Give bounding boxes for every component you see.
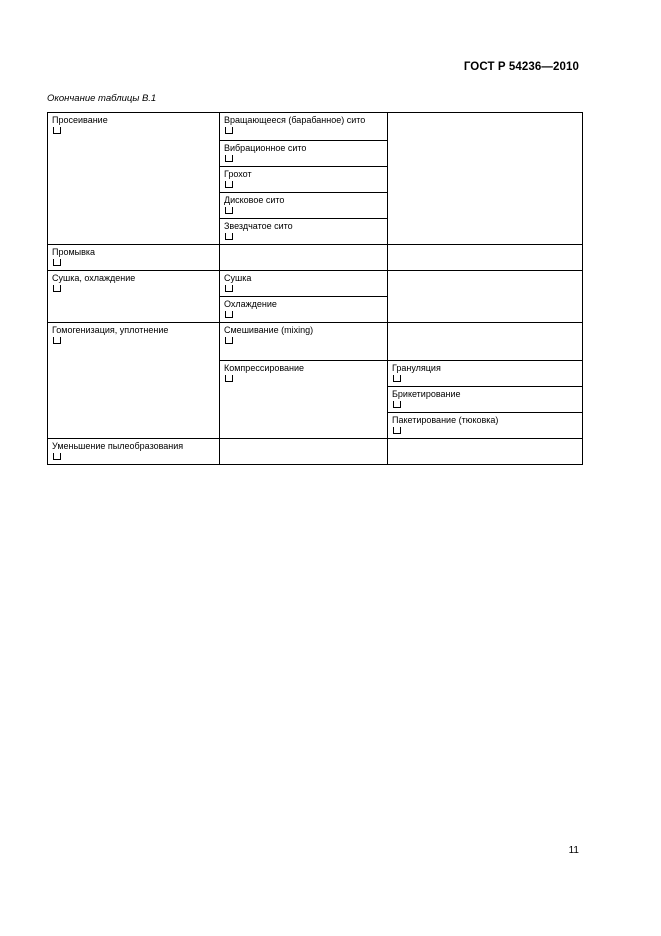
table-cell bbox=[220, 141, 388, 167]
table-cell bbox=[388, 271, 583, 323]
process-label: Смешивание (mixing) bbox=[224, 325, 314, 335]
page-number: 11 bbox=[568, 845, 579, 856]
process-group-label: Уменьшение пылеобразования bbox=[52, 441, 184, 451]
process-group-label: Промывка bbox=[52, 247, 96, 257]
process-label: Компрессирование bbox=[224, 363, 305, 373]
table-cell bbox=[220, 439, 388, 465]
table-cell bbox=[388, 439, 583, 465]
sub-process-label: Брикетирование bbox=[392, 389, 461, 399]
process-label: Грохот bbox=[224, 169, 252, 179]
table-row bbox=[48, 271, 583, 297]
process-label: Дисковое сито bbox=[224, 195, 285, 205]
process-label: Вибрационное сито bbox=[224, 143, 307, 153]
table-cell bbox=[220, 271, 388, 297]
process-symbol-icon bbox=[393, 427, 401, 434]
process-symbol-icon bbox=[225, 285, 233, 292]
process-symbol-icon bbox=[225, 375, 233, 382]
table-cell bbox=[388, 387, 583, 413]
table-row bbox=[48, 113, 583, 141]
sub-process-label: Грануляция bbox=[392, 363, 441, 373]
table-cell bbox=[220, 297, 388, 323]
table-row bbox=[48, 323, 583, 361]
process-table bbox=[47, 112, 583, 465]
process-symbol-icon bbox=[53, 285, 61, 292]
process-symbol-icon bbox=[225, 311, 233, 318]
table-cell bbox=[388, 113, 583, 245]
sub-process-label: Пакетирование (тюковка) bbox=[392, 415, 499, 425]
table-cell bbox=[388, 413, 583, 439]
document-header: ГОСТ Р 54236—2010 bbox=[463, 61, 579, 73]
table-cell bbox=[220, 113, 388, 141]
process-label: Сушка bbox=[224, 273, 252, 283]
table-row bbox=[48, 245, 583, 271]
table-cell bbox=[48, 323, 220, 439]
table-cell bbox=[220, 361, 388, 439]
table-cell bbox=[220, 245, 388, 271]
table-caption: Окончание таблицы В.1 bbox=[47, 93, 157, 104]
table-cell bbox=[48, 113, 220, 245]
process-symbol-icon bbox=[225, 337, 233, 344]
process-symbol-icon bbox=[225, 181, 233, 188]
process-symbol-icon bbox=[53, 127, 61, 134]
table-cell bbox=[220, 323, 388, 361]
process-symbol-icon bbox=[53, 259, 61, 266]
table-cell bbox=[48, 245, 220, 271]
table-cell bbox=[48, 439, 220, 465]
process-symbol-icon bbox=[225, 155, 233, 162]
process-group-label: Гомогенизация, уплотнение bbox=[52, 325, 169, 335]
process-label: Охлаждение bbox=[224, 299, 277, 309]
process-symbol-icon bbox=[225, 233, 233, 240]
process-symbol-icon bbox=[393, 401, 401, 408]
process-symbol-icon bbox=[225, 127, 233, 134]
table-row bbox=[48, 439, 583, 465]
table-cell bbox=[388, 245, 583, 271]
process-symbol-icon bbox=[225, 207, 233, 214]
process-group-label: Сушка, охлаждение bbox=[52, 273, 136, 283]
process-group-label: Просеивание bbox=[52, 115, 108, 125]
table-cell bbox=[388, 361, 583, 387]
table-cell bbox=[220, 219, 388, 245]
table-cell bbox=[220, 167, 388, 193]
process-symbol-icon bbox=[53, 337, 61, 344]
process-label: Вращающееся (барабанное) сито bbox=[224, 115, 366, 125]
process-symbol-icon bbox=[53, 453, 61, 460]
table-cell bbox=[48, 271, 220, 323]
table-cell bbox=[388, 323, 583, 361]
process-label: Звездчатое сито bbox=[224, 221, 293, 231]
process-symbol-icon bbox=[393, 375, 401, 382]
table-cell bbox=[220, 193, 388, 219]
